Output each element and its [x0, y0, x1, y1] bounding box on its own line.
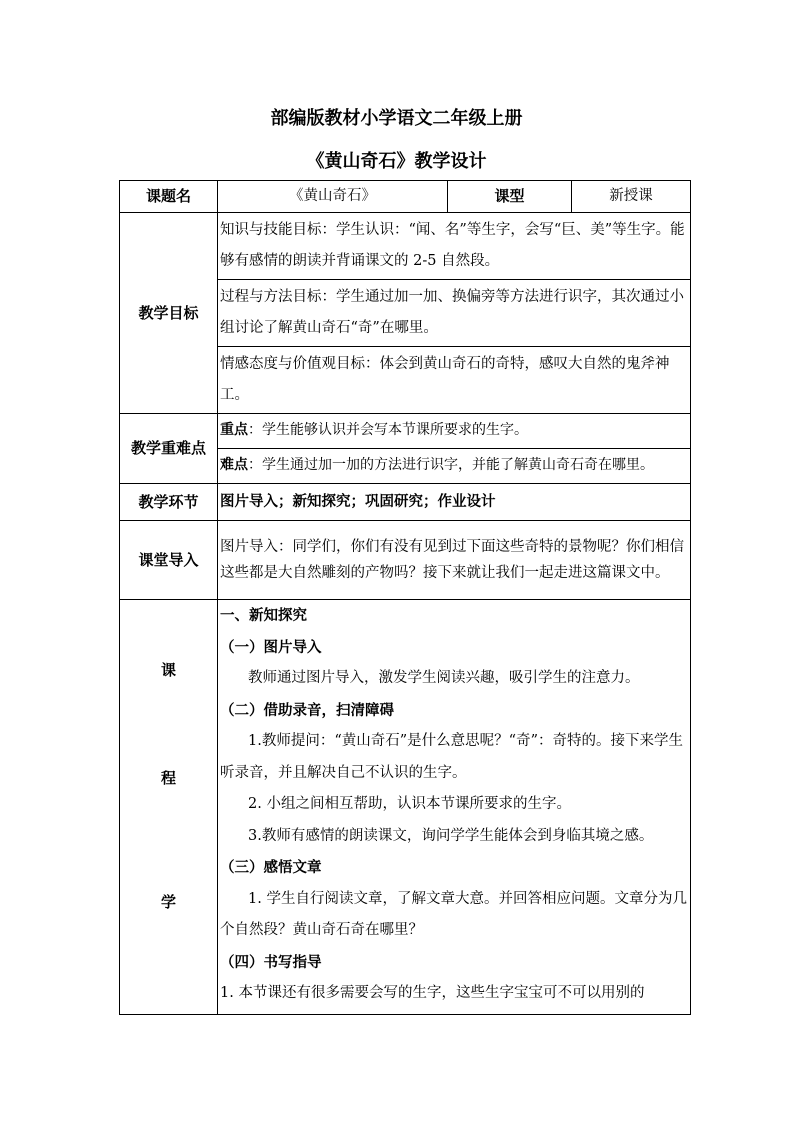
objective-knowledge: 知识与技能目标：学生认识：“闻、名”等生字，会写“巨、美”等生字。能够有感情的朗读并背诵课文的 2-5 自然段。	[218, 213, 691, 280]
difficult-point	[218, 449, 691, 484]
table-row	[120, 484, 691, 521]
difficult-prefix: 难点	[220, 457, 248, 473]
paragraph: 3.教师有感情的朗读课文，询问学学生能体会到身临其境之感。	[248, 827, 654, 844]
paragraph: 教师通过图片导入，激发学生阅读兴趣，吸引学生的注意力。	[248, 670, 640, 686]
table-row	[120, 213, 691, 280]
key-prefix: 重点	[220, 422, 248, 438]
steps-label: 教学环节	[120, 484, 218, 521]
topic-value: 《黄山奇石》	[218, 181, 448, 213]
subsection-heading: （三）感悟文章	[220, 859, 322, 876]
paragraph: 1. 学生自行阅读文章，了解文章大意。并回答相应问题。文章分为几个自然段？黄山奇石奇在哪里？	[220, 890, 687, 938]
process-content	[218, 600, 691, 1015]
paragraph: 2. 小组之间相互帮助，认识本节课所要求的生字。	[248, 796, 571, 812]
objectives-label: 教学目标	[120, 213, 218, 414]
objective-emotion: 情感态度与价值观目标：体会到黄山奇石的奇特，感叹大自然的鬼斧神工。	[218, 347, 691, 414]
steps-text: 图片导入；新知探究；巩固研究；作业设计	[218, 484, 691, 521]
process-label-char: 课	[160, 661, 176, 679]
type-value: 新授课	[572, 181, 691, 213]
intro-text: 图片导入：同学们，你们有没有见到过下面这些奇特的景物呢？你们相信这些都是大自然雕刻的产物吗？接下来就让我们一起走进这篇课文中。	[218, 521, 691, 600]
subsection-heading: （一）图片导入	[220, 638, 322, 656]
key-point	[218, 414, 691, 449]
process-label	[120, 600, 218, 1015]
subsection-heading: （二）借助录音，扫清障碍	[220, 701, 394, 719]
process-label-char: 程	[160, 769, 176, 787]
key-text: ：学生能够认识并会写本节课所要求的生字。	[248, 422, 528, 438]
topic-label: 课题名	[120, 181, 218, 213]
process-label-char: 学	[160, 893, 176, 911]
paragraph: 1. 本节课还有很多需要会写的生字，这些生字宝宝可不可以用别的	[220, 985, 645, 1001]
subsection-heading: （四）书写指导	[220, 953, 322, 971]
difficult-text: ：学生通过加一加的方法进行识字，并能了解黄山奇石奇在哪里。	[248, 457, 654, 473]
paragraph: 1.教师提问：“黄山奇石”是什么意思呢？“奇”：奇特的。接下来学生听录音，并且解决自己不认识的生字。	[220, 733, 683, 781]
objective-process: 过程与方法目标：学生通过加一加、换偏旁等方法进行识字，其次通过小组讨论了解黄山奇石“奇”在哪里。	[218, 280, 691, 347]
table-row	[120, 414, 691, 449]
lesson-plan-table	[119, 180, 691, 1015]
table-row	[120, 600, 691, 1015]
document-subtitle: 《黄山奇石》教学设计	[306, 151, 487, 172]
key-points-label: 教学重难点	[120, 414, 218, 484]
table-row	[120, 181, 691, 213]
table-row	[120, 521, 691, 600]
type-label: 课型	[448, 181, 572, 213]
intro-label: 课堂导入	[120, 521, 218, 600]
document-title: 部编版教材小学语文二年级上册	[270, 108, 523, 129]
section-heading: 一、新知探究	[220, 607, 307, 624]
